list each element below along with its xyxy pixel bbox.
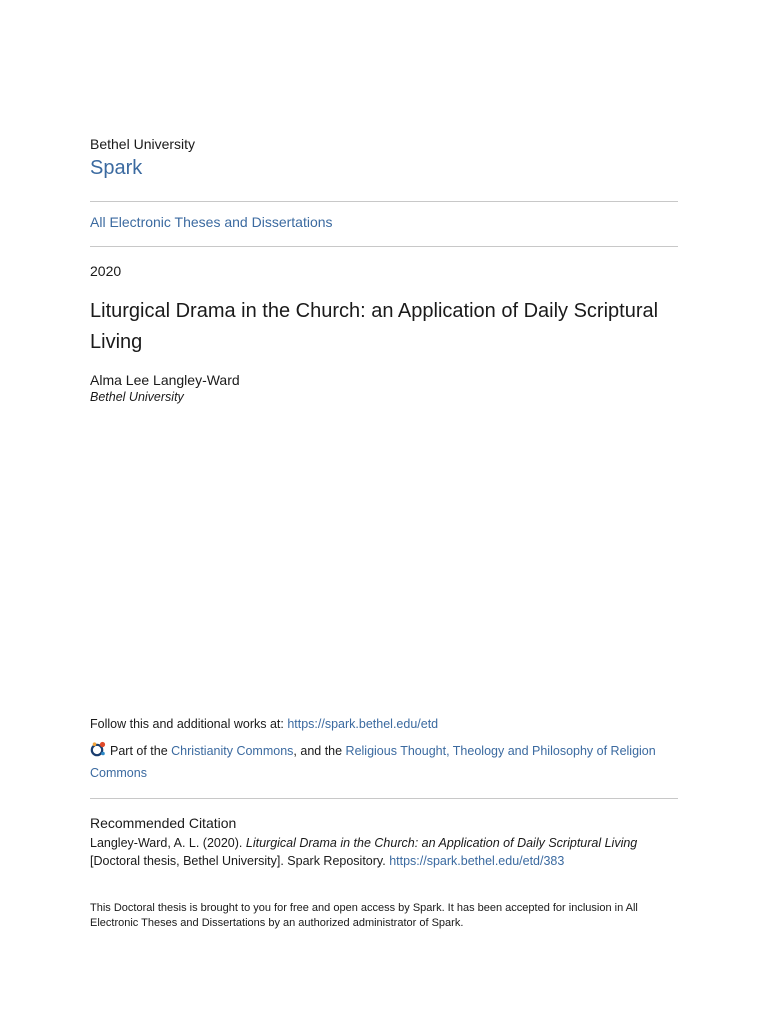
citation-suffix: [Doctoral thesis, Bethel University]. Spark Repository.: [90, 854, 390, 868]
repository-link[interactable]: Spark: [90, 157, 143, 179]
part-of-middle: , and the: [293, 744, 346, 758]
institution-name: Bethel University: [90, 136, 196, 152]
divider: [90, 246, 678, 247]
cover-page: [90, 0, 678, 1024]
citation-text: [90, 834, 678, 870]
access-notice: This Doctoral thesis is brought to you for free and open access by Spark. It has been accepted for inclusion in All Electronic Theses and Dissertations by an authorized administrator of Spark.: [90, 902, 638, 929]
divider: [90, 201, 678, 202]
follow-prefix: Follow this and additional works at:: [90, 717, 288, 731]
recommended-citation-heading: Recommended Citation: [90, 815, 237, 831]
citation-prefix: Langley-Ward, A. L. (2020).: [90, 836, 246, 850]
part-of-prefix: Part of the: [110, 744, 172, 758]
publication-year: 2020: [90, 263, 122, 279]
follow-url-link[interactable]: https://spark.bethel.edu/etd: [287, 717, 439, 731]
collection-link[interactable]: All Electronic Theses and Dissertations: [90, 214, 333, 230]
network-icon: [90, 741, 108, 757]
part-of-line: [90, 740, 678, 784]
author-affiliation: Bethel University: [90, 390, 184, 404]
citation-url-link[interactable]: https://spark.bethel.edu/etd/383: [389, 854, 565, 868]
religious-thought-commons-link[interactable]: Religious Thought, Theology and Philosophy of Religion Commons: [90, 744, 656, 780]
author-name: Alma Lee Langley-Ward: [90, 372, 240, 388]
citation-title: Liturgical Drama in the Church: an Application of Daily Scriptural Living: [245, 836, 638, 850]
divider: [90, 798, 678, 799]
christianity-commons-link[interactable]: Christianity Commons: [171, 744, 294, 758]
follow-line: [90, 717, 438, 731]
document-title: Liturgical Drama in the Church: an Application of Daily Scriptural Living: [90, 300, 659, 353]
